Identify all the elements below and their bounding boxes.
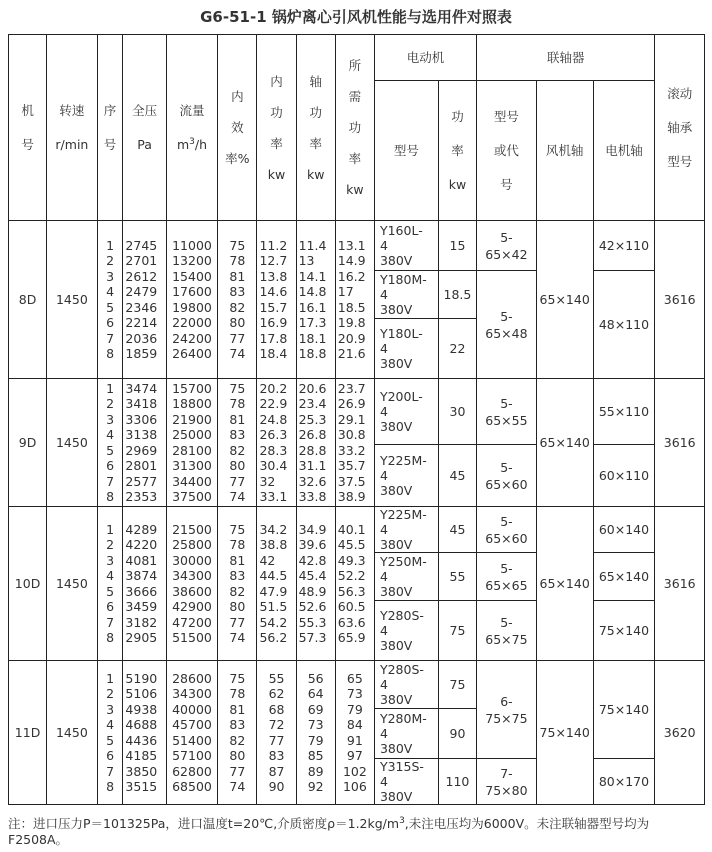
efficiency-list: 75 78 81 83 82 80 77 74 <box>218 507 257 661</box>
motor-model: Y225M- 4 380V <box>374 445 438 507</box>
motor-shaft: 60×140 <box>593 507 655 553</box>
motor-shaft: 65×140 <box>593 553 655 601</box>
coupling-model: 5- 65×55 <box>477 379 537 445</box>
speed: 1450 <box>47 507 98 661</box>
coupling-model: 5- 65×42 <box>477 221 537 271</box>
bearing-model: 3616 <box>655 379 705 507</box>
motor-shaft: 55×110 <box>593 379 655 445</box>
header-bearing: 滚动 轴承 型号 <box>655 35 705 221</box>
motor-model: Y315S- 4 380V <box>374 759 438 805</box>
fan-shaft: 65×140 <box>536 221 593 379</box>
header-shaft-power: 轴 功 率 kw <box>296 35 335 221</box>
motor-power: 45 <box>438 507 476 553</box>
fan-shaft: 65×140 <box>536 379 593 507</box>
flow-list: 15700 18800 21900 25000 28100 31300 34400 37500 <box>166 379 218 507</box>
internal-power-list: 20.2 22.9 24.8 26.3 28.3 30.4 32 33.1 <box>257 379 296 507</box>
efficiency-list: 75 78 81 83 82 80 77 74 <box>218 221 257 379</box>
coupling-model: 5- 65×60 <box>477 445 537 507</box>
speed: 1450 <box>47 661 98 805</box>
speed: 1450 <box>47 221 98 379</box>
performance-table <box>8 34 705 805</box>
seq-list: 1 2 3 4 5 6 7 8 <box>97 221 123 379</box>
motor-model: Y225M- 4 380V <box>374 507 438 553</box>
header-seq: 序 号 <box>97 35 123 221</box>
header-internal-efficiency: 内 效 率% <box>218 35 257 221</box>
motor-power: 75 <box>438 601 476 661</box>
footnote: 注：进口压力P＝101325Pa，进口温度t=20℃,介质密度$\rho=1.2kg/m^3$,未注电压均为6000V。未注联轴器型号均为F2508A。 <box>8 815 650 847</box>
internal-power-list: 11.2 12.7 13.8 14.6 15.7 16.9 17.8 18.4 <box>257 221 296 379</box>
machine-no: 9D <box>9 379 47 507</box>
shaft-power-list: 11.4 13 14.1 14.8 16.1 17.3 18.1 18.8 <box>296 221 335 379</box>
machine-no: 11D <box>9 661 47 805</box>
motor-power: 15 <box>438 221 476 271</box>
motor-power: 110 <box>438 759 476 805</box>
bearing-model: 3616 <box>655 221 705 379</box>
motor-model: Y200L- 4 380V <box>374 379 438 445</box>
seq-list: 1 2 3 4 5 6 7 8 <box>97 507 123 661</box>
header-coupling: 联轴器 <box>477 35 655 81</box>
flow-list: 28600 34300 40000 45700 51400 57100 62800 68500 <box>166 661 218 805</box>
header-required-power: 所 需 功 率 kw <box>335 35 374 221</box>
header-machine-no: 机 号 <box>9 35 47 221</box>
motor-power: 30 <box>438 379 476 445</box>
flow-list: 11000 13200 15400 17600 19800 22000 24200 26400 <box>166 221 218 379</box>
shaft-power-list: 20.6 23.4 25.3 26.8 28.8 31.1 32.6 33.8 <box>296 379 335 507</box>
motor-model: Y250M- 4 380V <box>374 553 438 601</box>
header-pressure: 全压 Pa <box>123 35 166 221</box>
motor-power: 55 <box>438 553 476 601</box>
coupling-model: 5- 65×48 <box>477 271 537 379</box>
motor-shaft: 75×140 <box>593 661 655 759</box>
motor-shaft: 60×110 <box>593 445 655 507</box>
coupling-model: 5- 65×65 <box>477 553 537 601</box>
motor-model: Y160L- 4 380V <box>374 221 438 271</box>
page-title: G6-51-1 锅炉离心引风机性能与选用件对照表 <box>200 8 512 26</box>
efficiency-list: 75 78 81 83 82 80 77 74 <box>218 661 257 805</box>
required-power-list: 13.1 14.9 16.2 17 18.5 19.8 20.9 21.6 <box>335 221 374 379</box>
motor-power: 75 <box>438 661 476 709</box>
seq-list: 1 2 3 4 5 6 7 8 <box>97 379 123 507</box>
header-motor-power: 功 率 kw <box>438 81 476 221</box>
header-internal-power: 内 功 率 kw <box>257 35 296 221</box>
shaft-power-list: 56 64 69 73 79 85 89 92 <box>296 661 335 805</box>
pressure-list: 2745 2701 2612 2479 2346 2214 2036 1859 <box>123 221 166 379</box>
internal-power-list: 55 62 68 72 77 83 87 90 <box>257 661 296 805</box>
required-power-list: 23.7 26.9 29.1 30.8 33.2 35.7 37.5 38.9 <box>335 379 374 507</box>
coupling-model: 6- 75×75 <box>477 661 537 759</box>
motor-model: Y280M- 4 380V <box>374 709 438 759</box>
motor-power: 18.5 <box>438 271 476 319</box>
pressure-list: 5190 5106 4938 4688 4436 4185 3850 3515 <box>123 661 166 805</box>
motor-power: 45 <box>438 445 476 507</box>
coupling-model: 7- 75×80 <box>477 759 537 805</box>
coupling-model: 5- 65×60 <box>477 507 537 553</box>
header-motor: 电动机 <box>374 35 476 81</box>
motor-power: 90 <box>438 709 476 759</box>
header-fan-shaft: 风机轴 <box>536 81 593 221</box>
bearing-model: 3616 <box>655 507 705 661</box>
machine-no: 10D <box>9 507 47 661</box>
header-coupling-model: 型号 或代 号 <box>477 81 537 221</box>
seq-list: 1 2 3 4 5 6 7 8 <box>97 661 123 805</box>
header-motor-model: 型号 <box>374 81 438 221</box>
motor-model: Y280S- 4 380V <box>374 601 438 661</box>
fan-shaft: 65×140 <box>536 507 593 661</box>
motor-model: Y280S- 4 380V <box>374 661 438 709</box>
motor-model: Y180L- 4 380V <box>374 319 438 379</box>
internal-power-list: 34.2 38.8 42 44.5 47.9 51.5 54.2 56.2 <box>257 507 296 661</box>
shaft-power-list: 34.9 39.6 42.8 45.4 48.9 52.6 55.3 57.3 <box>296 507 335 661</box>
motor-shaft: 75×140 <box>593 601 655 661</box>
fan-shaft: 75×140 <box>536 661 593 805</box>
motor-power: 22 <box>438 319 476 379</box>
pressure-list: 3474 3418 3306 3138 2969 2801 2577 2353 <box>123 379 166 507</box>
header-speed: 转速 r/min <box>47 35 98 221</box>
flow-list: 21500 25800 30000 34300 38600 42900 47200 51500 <box>166 507 218 661</box>
efficiency-list: 75 78 81 83 82 80 77 74 <box>218 379 257 507</box>
bearing-model: 3620 <box>655 661 705 805</box>
header-motor-shaft: 电机轴 <box>593 81 655 221</box>
motor-model: Y180M- 4 380V <box>374 271 438 319</box>
machine-no: 8D <box>9 221 47 379</box>
required-power-list: 40.1 45.5 49.3 52.2 56.3 60.5 63.6 65.9 <box>335 507 374 661</box>
motor-shaft: 48×110 <box>593 271 655 379</box>
coupling-model: 5- 65×75 <box>477 601 537 661</box>
motor-shaft: 42×110 <box>593 221 655 271</box>
speed: 1450 <box>47 379 98 507</box>
pressure-list: 4289 4220 4081 3874 3666 3459 3182 2905 <box>123 507 166 661</box>
header-flow: 流量 $m^3/h$ <box>166 35 218 221</box>
required-power-list: 65 73 79 84 91 97 102 106 <box>335 661 374 805</box>
motor-shaft: 80×170 <box>593 759 655 805</box>
